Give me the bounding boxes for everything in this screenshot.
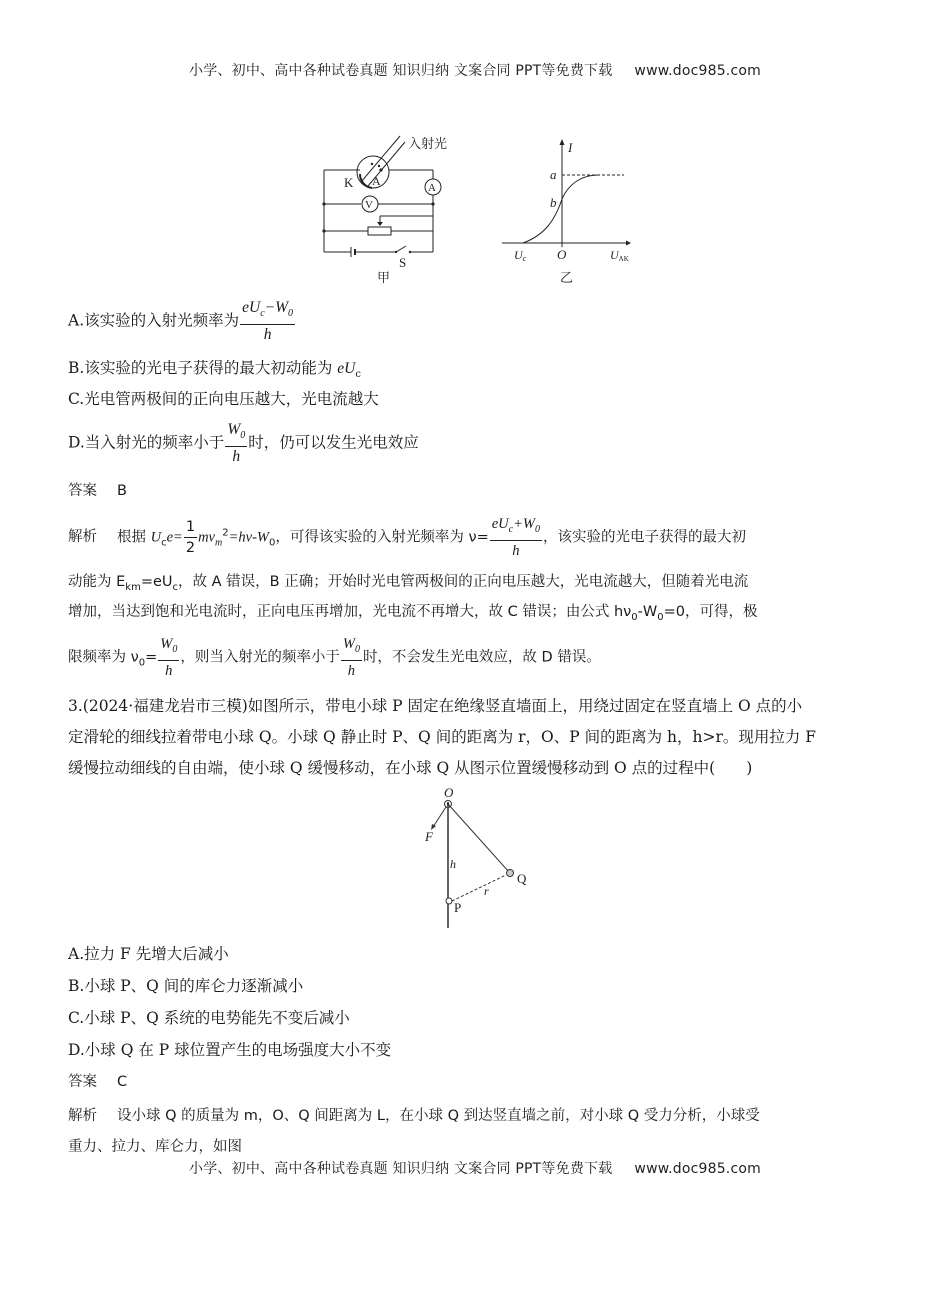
page-header: [0, 60, 950, 80]
analysis-label: 解析: [68, 529, 97, 546]
text: U: [150, 529, 162, 546]
q3-option-d: D.小球 Q 在 P 球位置产生的电场强度大小不变: [68, 1041, 392, 1059]
frac-den: h: [263, 326, 272, 344]
switch-label: S: [399, 255, 407, 270]
point-b-label: b: [550, 195, 557, 210]
answer-value: C: [117, 1074, 128, 1090]
text: 动能为 E: [68, 574, 126, 590]
point-a-label: a: [550, 167, 557, 182]
text: -W: [637, 604, 658, 620]
q2-analysis-line2: 动能为 $E_{km}=eU_c$，故 A 错误，B 正确；开始时光电管两极间的正向电压越大，光电流越大，但随着光电流: [68, 574, 749, 593]
voltmeter-label: V: [365, 199, 373, 211]
option-a-text: A.该实验的入射光频率为: [68, 311, 240, 330]
frac-num-rest: −W: [264, 299, 289, 316]
option-a-fraction: [240, 298, 295, 345]
q2-answer: [68, 481, 127, 501]
text: 设小球 Q 的质量为 m，O、Q 间距离为 L，在小球 Q 到达竖直墙之前，对小球 Q 受力分析，小球受: [117, 1108, 760, 1124]
q3-option-b: B.小球 P、Q 间的库仑力逐渐减小: [68, 977, 304, 995]
text: ，可得该实验的入射光频率为 ν=: [275, 529, 489, 546]
x-axis-label: U: [610, 248, 619, 262]
q3-stem-line2: 定滑轮的细线拉着带电小球 Q。小球 Q 静止时 P、Q 间的距离为 r，O、P 间的距离为 h，h>r。现用拉力 F: [68, 728, 817, 746]
text: ，该实验的光电子获得的最大初: [542, 529, 746, 546]
anode-label: A: [372, 174, 381, 188]
q3-option-a: A.拉力 F 先增大后减小: [68, 945, 229, 963]
uc-label: U: [514, 248, 523, 262]
text: 根据: [117, 529, 151, 546]
q2-analysis-line1: 解析 根据 $U_ce=$ $\frac{1}{2}$ $mv_m^2=h\nu-W_0$，可得该实验的入射光频率为 ν= $\frac{eU_c+W_0}{h}$ ，该实验的光电子获得的最大初: [68, 516, 746, 559]
text: =hν-W: [228, 529, 269, 546]
text: =: [145, 649, 158, 666]
text: =0，可得，极: [663, 604, 758, 620]
frac-num: eU: [242, 299, 261, 316]
sub: km: [125, 581, 141, 593]
freq-fraction: $\frac{eU_c+W_0}{h}$: [491, 516, 540, 559]
origin-label: O: [557, 247, 567, 262]
q2-option-d: [68, 420, 419, 467]
q2-analysis-line4: 限频率为 $\nu_0=$ $\frac{W_0}{h}$ ，则当入射光的频率小于 $\frac{W_0}{h}$ 时，不会发生光电效应，故 D 错误。: [68, 636, 601, 679]
option-d-suffix: 时，仍可以发生光电效应: [248, 433, 419, 452]
answer-label: 答案: [68, 1074, 97, 1090]
q3-analysis-line1: [68, 1106, 760, 1126]
ammeter-label: A: [428, 182, 436, 194]
answer-label: 答案: [68, 483, 97, 499]
text: 增加，当达到饱和光电流时，正向电压再增加，光电流不再增大，故 C 错误；由公式 hν: [68, 604, 632, 620]
frac-num: W: [227, 421, 241, 438]
text: ，故 A 错误，B 正确；开始时光电管两极间的正向电压越大，光电流越大，但随着光电流: [178, 574, 749, 590]
q3-option-c: C.小球 P、Q 系统的电势能先不变后减小: [68, 1009, 350, 1027]
frac-sub: c: [260, 308, 265, 320]
option-d-prefix: D.当入射光的频率小于: [68, 433, 225, 452]
threshold-fraction: $\frac{W_0}{h}$: [160, 636, 178, 679]
text: ，则当入射光的频率小于: [180, 649, 340, 666]
ball-p-label: P: [454, 900, 462, 915]
pulley-diagram: [400, 780, 550, 934]
page-footer: [0, 1158, 950, 1178]
half-fraction: $\frac{1}{2}$: [185, 518, 196, 556]
distance-h-label: h: [450, 857, 456, 871]
threshold-fraction-2: $\frac{W_0}{h}$: [342, 636, 360, 679]
svg-text:Uc: [514, 248, 527, 263]
ball-q-label: Q: [517, 871, 527, 886]
y-axis-label: I: [568, 140, 573, 155]
header-url: www.doc985.com: [634, 63, 761, 79]
q2-option-c: C.光电管两极间的正向电压越大，光电流越大: [68, 390, 379, 408]
q3-analysis-line2: 重力、拉力、库仑力，如图: [68, 1139, 242, 1155]
frac-sub: 0: [240, 430, 246, 442]
option-d-fraction: [225, 420, 247, 467]
frac-den: h: [232, 448, 241, 466]
q2-option-b: [68, 358, 361, 385]
option-b-sub: c: [355, 369, 361, 381]
circuit-diagram: [310, 130, 470, 294]
answer-value: B: [117, 483, 127, 499]
text: e=: [166, 529, 183, 546]
analysis-label: 解析: [68, 1108, 97, 1124]
force-f-label: F: [425, 829, 433, 844]
footer-text: 小学、初中、高中各种试卷真题 知识归纳 文案合同 PPT等免费下载: [189, 1161, 613, 1177]
distance-r-label: r: [484, 884, 489, 898]
x-axis-subscript: AK: [618, 255, 629, 263]
footer-url: www.doc985.com: [634, 1161, 761, 1177]
cathode-label: K: [344, 175, 354, 190]
option-b-expr: eU: [337, 360, 356, 377]
point-o-label: O: [444, 785, 454, 800]
q2-analysis-line3: 增加，当达到饱和光电流时，正向电压再增加，光电流不再增大，故 C 错误；由公式 $h\nu_0-W_0=0$，可得，极: [68, 604, 758, 623]
graph-caption: 乙: [560, 270, 574, 285]
uc-subscript: c: [522, 254, 527, 263]
iu-graph: [490, 135, 640, 294]
q3-stem-line1: 3.(2024·福建龙岩市三模)如图所示，带电小球 P 固定在绝缘竖直墙面上，用绕过固定在竖直墙上 O 点的小: [68, 697, 803, 715]
text: mv: [198, 529, 215, 546]
circuit-caption: 甲: [377, 270, 391, 285]
svg-text:UAK: [610, 248, 629, 263]
q3-stem-line3: 缓慢拉动细线的自由端，使小球 Q 缓慢移动，在小球 Q 从图示位置缓慢移动到 O 点的过程中( ): [68, 759, 753, 777]
text: 限频率为 ν: [68, 649, 139, 666]
text: =eU: [140, 574, 173, 590]
q3-answer: [68, 1072, 127, 1092]
header-text: 小学、初中、高中各种试卷真题 知识归纳 文案合同 PPT等免费下载: [189, 63, 613, 79]
frac-sub2: 0: [288, 308, 294, 320]
q2-option-a: [68, 298, 296, 345]
incident-light-label: 入射光: [408, 136, 448, 151]
option-b-text: B.该实验的光电子获得的最大初动能为: [68, 359, 338, 377]
text: 时，不会发生光电效应，故 D 错误。: [362, 649, 601, 666]
